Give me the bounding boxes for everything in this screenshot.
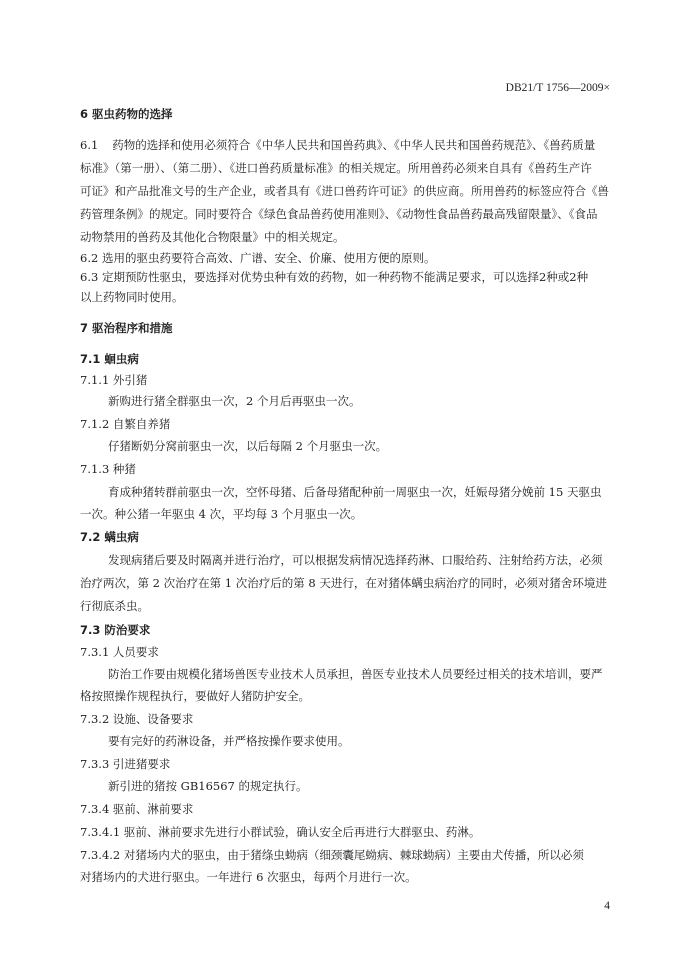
- clause-6-1-line-2: 标准》（第一册）、（第二册）、《进口兽药质量标准》的相关规定。所用兽药必须来自具有《兽药生产许: [80, 161, 592, 175]
- section-7-2-heading: 7.2 螨虫病: [80, 530, 139, 544]
- clause-6-1-line-5: 动物禁用的兽药及其他化合物限量》中的相关规定。: [80, 230, 345, 244]
- section-7-3-1-heading: 7.3.1 人员要求: [80, 645, 159, 659]
- section-7-1-3-line-2: 一次。种公猪一年驱虫 4 次，平均每 3 个月驱虫一次。: [80, 507, 363, 521]
- section-7-1-heading: 7.1 蛔虫病: [80, 352, 139, 366]
- section-7-2-line-3: 行彻底杀虫。: [80, 599, 149, 613]
- section-7-3-2-text: 要有完好的药淋设备，并严格按操作要求使用。: [108, 734, 350, 748]
- page-number: 4: [604, 900, 610, 912]
- section-7-3-2-heading: 7.3.2 设施、设备要求: [80, 712, 194, 726]
- clause-6-1-line-3: 可证》和产品批准文号的生产企业，或者具有《进口兽药许可证》的供应商。所用兽药的标签应符合《兽: [80, 184, 609, 198]
- section-7-1-3-line-1: 育成种猪转群前驱虫一次，空怀母猪、后备母猪配种前一周驱虫一次，妊娠母猪分娩前 15 天驱虫: [108, 485, 602, 499]
- section-7-1-1-text: 新购进行猪全群驱虫一次，2 个月后再驱虫一次。: [108, 394, 361, 408]
- clause-6-3-line-1: 6.3 定期预防性驱虫，要选择对优势虫种有效的药物，如一种药物不能满足要求，可以选择2种或2种: [80, 270, 589, 284]
- section-7-3-3-text: 新引进的猪按 GB16567 的规定执行。: [108, 779, 308, 793]
- clause-6-1-line-4: 药管理条例》的规定。同时要符合《绿色食品兽药使用准则》、《动物性食品兽药最高残留限量》、《食品: [80, 207, 598, 221]
- section-7-1-1-heading: 7.1.1 外引猪: [80, 373, 148, 387]
- clause-6-1-line-1: [80, 137, 595, 153]
- clause-6-2: 6.2 选用的驱虫药要符合高效、广谱、安全、价廉、使用方便的原则。: [80, 251, 436, 265]
- section-7-3-1-line-2: 格按照操作规程执行，要做好人猪防护安全。: [80, 689, 310, 703]
- section-7-1-2-heading: 7.1.2 自繁自养猪: [80, 417, 171, 431]
- section-7-1-3-heading: 7.1.3 种猪: [80, 462, 136, 476]
- section-7-3-4-heading: 7.3.4 驱前、淋前要求: [80, 802, 194, 816]
- section-7-heading: 7 驱治程序和措施: [80, 321, 173, 335]
- clause-7-3-4-2-line-2: 对猪场内的犬进行驱虫。一年进行 6 次驱虫，每两个月进行一次。: [80, 870, 417, 884]
- section-7-2-line-2: 治疗两次，第 2 次治疗在第 1 次治疗后的第 8 天进行，在对猪体螨虫病治疗的同时，必须对猪舍环境进: [80, 576, 607, 590]
- section-7-1-2-text: 仔猪断奶分窝前驱虫一次，以后每隔 2 个月驱虫一次。: [108, 439, 388, 453]
- clause-6-3-line-2: 以上药物同时使用。: [80, 290, 184, 304]
- section-6-heading: 6 驱虫药物的选择: [80, 107, 173, 121]
- section-7-3-heading: 7.3 防治要求: [80, 623, 151, 637]
- section-7-2-line-1: 发现病猪后要及时隔离并进行治疗，可以根据发病情况选择药淋、口服给药、注射给药方法，必须: [108, 553, 603, 567]
- section-7-3-3-heading: 7.3.3 引进猪要求: [80, 757, 171, 771]
- section-7-3-1-line-1: 防治工作要由规模化猪场兽医专业技术人员承担，兽医专业技术人员要经过相关的技术培训，要严: [108, 667, 603, 681]
- clause-6-1-text-1: 药物的选择和使用必须符合《中华人民共和国兽药典》、《中华人民共和国兽药规范》、《兽药质量: [112, 138, 596, 152]
- clause-6-1-number: 6.1: [80, 138, 99, 152]
- clause-7-3-4-2-line-1: 7.3.4.2 对猪场内犬的驱虫，由于猪绦虫蚴病（细颈囊尾蚴病、棘球蚴病）主要由犬传播，所以必须: [80, 848, 584, 862]
- clause-7-3-4-1: 7.3.4.1 驱前、淋前要求先进行小群试验，确认安全后再进行大群驱虫、药淋。: [80, 825, 481, 839]
- document-code: DB21/T 1756—2009×: [505, 82, 610, 94]
